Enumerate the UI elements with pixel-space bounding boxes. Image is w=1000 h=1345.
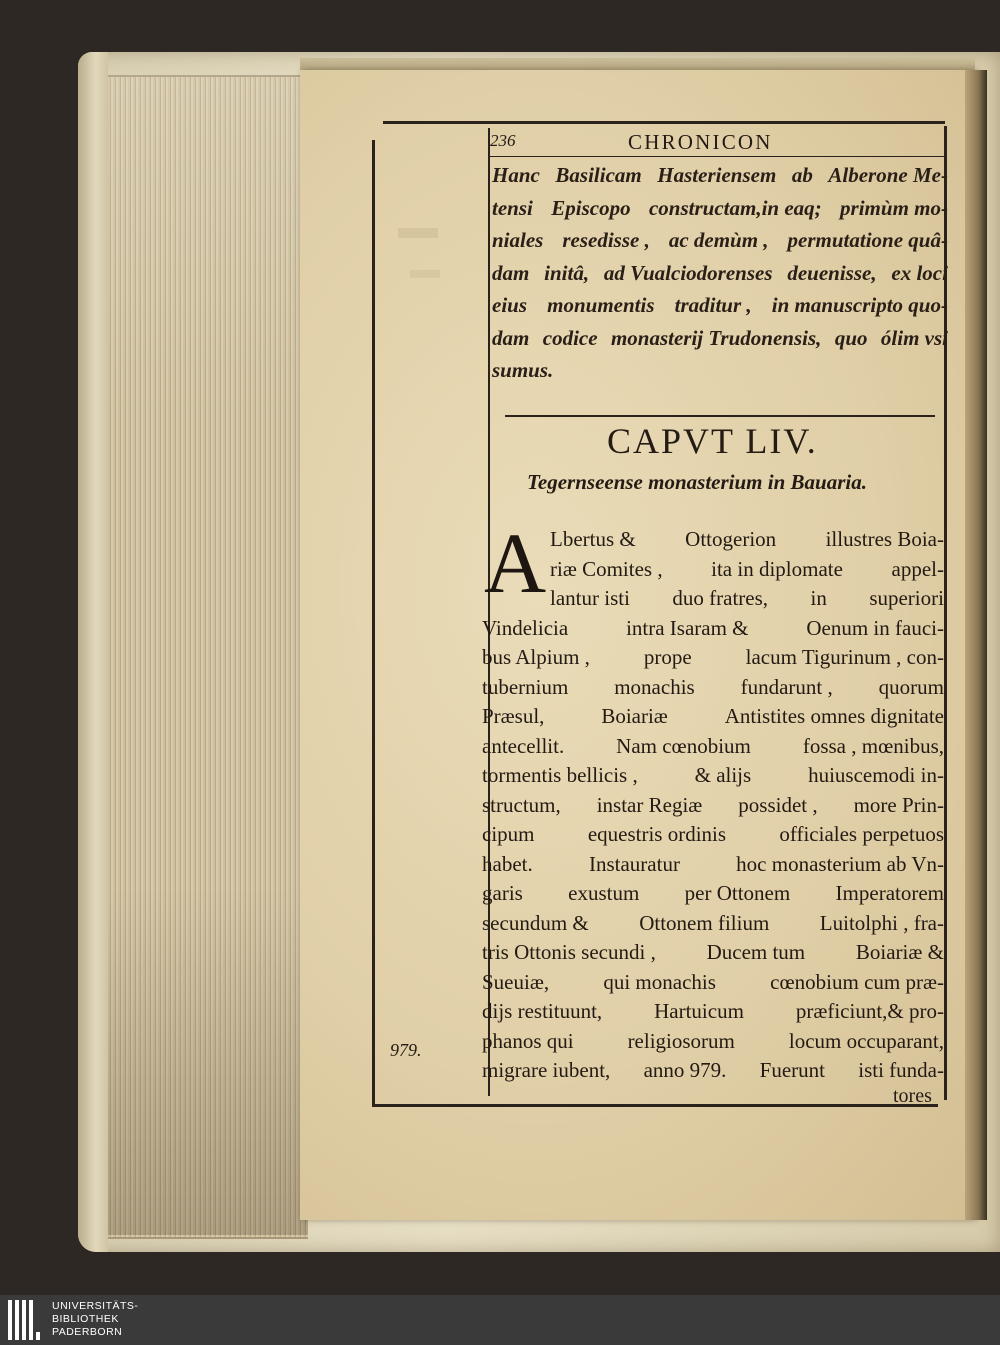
body-text: tris Ottonis secundi , (482, 940, 656, 964)
intro-text: traditur , (674, 293, 752, 317)
body-line (482, 704, 944, 729)
body-text: intra Isaram & (626, 615, 749, 640)
body-text: Ottonem filium (639, 910, 770, 935)
intro-text: Hanc (492, 163, 540, 187)
body-text: huiuscemodi in- (808, 763, 944, 787)
body-text: monachis (614, 674, 695, 699)
body-line (482, 999, 944, 1024)
body-text: Nam cœnobium (616, 733, 751, 758)
book-cover-fold (78, 52, 108, 1252)
body-line (482, 940, 944, 965)
body-text: Sueuiæ, (482, 969, 550, 994)
body-line (482, 911, 944, 936)
body-line (482, 734, 944, 759)
body-text: Fuerunt (759, 1058, 825, 1082)
body-text: qui monachis (603, 969, 716, 994)
body-line (482, 616, 944, 641)
chapter-subtitle: Tegernseense monasterium in Bauaria. (527, 470, 867, 494)
body-text: more Prin- (853, 792, 944, 817)
drop-cap-initial: A (484, 515, 547, 611)
page-block-shade (108, 75, 308, 1235)
body-text: religiosorum (627, 1028, 735, 1053)
intro-text: ad Vualciodorenses (603, 260, 773, 285)
intro-text: ólim vsi (880, 325, 948, 350)
body-text: lantur isti (550, 586, 630, 610)
intro-text: dam (492, 260, 530, 285)
margin-year-note: 979. (390, 1040, 422, 1060)
intro-line (492, 326, 948, 351)
body-text: Oenum in fauci- (806, 615, 944, 640)
page-gutter-shadow (965, 70, 987, 1220)
intro-text: Basilicam (555, 163, 642, 187)
intro-text: dam (492, 325, 530, 350)
body-text: locum occuparant, (788, 1028, 944, 1053)
body-text: per Ottonem (684, 881, 791, 905)
library-footer (0, 1295, 1000, 1345)
body-text: Vindelicia (482, 615, 569, 640)
body-line (482, 793, 944, 818)
body-text: cipum (482, 822, 535, 846)
bleed-through-mark (410, 270, 440, 278)
intro-text: permutatione quâ- (787, 228, 948, 252)
body-text: Hartuicum (654, 999, 744, 1023)
body-text: possidet , (738, 792, 818, 817)
frame-bottom-rule (372, 1104, 938, 1107)
intro-text: tensi (492, 195, 533, 220)
intro-text: ac demùm , (668, 228, 769, 252)
body-text: secundum & (482, 910, 589, 935)
catchword: tores (893, 1085, 932, 1107)
body-text: & alijs (694, 763, 752, 787)
body-text: Luitolphi , fra- (819, 910, 944, 935)
body-text: habet. (482, 851, 533, 876)
body-line (482, 1058, 944, 1083)
body-text: garis (482, 881, 523, 905)
body-text: cœnobium cum præ- (770, 969, 944, 994)
body-text: tormentis bellicis , (482, 763, 638, 787)
body-text: isti funda- (858, 1058, 944, 1082)
body-text: anno 979. (643, 1058, 727, 1082)
intro-text: niales (492, 228, 544, 252)
body-text: dijs restituunt, (482, 999, 603, 1023)
intro-text: Alberone Me- (828, 163, 948, 187)
body-text: duo fratres, (672, 586, 769, 610)
intro-text: resedisse , (562, 228, 650, 252)
body-line (482, 1029, 944, 1054)
chapter-title: CAPVT LIV. (607, 421, 818, 461)
body-text: Præsul, (482, 704, 545, 728)
body-text: structum, (482, 792, 561, 817)
intro-text: quo (834, 325, 868, 350)
intro-text: primùm mo- (840, 195, 948, 220)
intro-text: codice (542, 325, 598, 350)
intro-text: initâ, (544, 260, 590, 285)
body-line (482, 970, 944, 995)
body-line (482, 675, 944, 700)
body-text: migrare iubent, (482, 1058, 611, 1082)
intro-text: ex loci (891, 260, 948, 285)
body-line (482, 881, 944, 906)
body-text: phanos qui (482, 1028, 574, 1053)
intro-text: sumus. (492, 358, 554, 382)
intro-line (492, 163, 948, 188)
body-text: bus Alpium , (482, 645, 590, 669)
body-line (550, 586, 944, 611)
body-text: Boiariæ (601, 704, 668, 728)
intro-line (492, 261, 948, 286)
intro-line (492, 196, 948, 221)
intro-text: deuenisse, (787, 260, 877, 285)
body-text: hoc monasterium ab Vn- (736, 851, 944, 876)
body-line (482, 763, 944, 788)
intro-text: monasterij Trudonensis, (610, 325, 822, 350)
body-text: riæ Comites , (550, 556, 663, 581)
body-text: instar Regiæ (596, 792, 703, 817)
body-text: quorum (878, 674, 944, 699)
body-line (550, 557, 944, 582)
body-text: Instauratur (588, 851, 680, 876)
library-logo-line-2: BIBLIOTHEK (52, 1313, 119, 1325)
body-text: illustres Boia- (825, 527, 944, 551)
intro-text: monumentis (547, 293, 655, 317)
running-head: CHRONICON (628, 130, 773, 154)
intro-text: eius (492, 293, 528, 317)
intro-line (492, 293, 948, 318)
body-text: appel- (891, 556, 944, 581)
intro-line (492, 358, 948, 383)
intro-text: constructam,in eaq; (648, 195, 822, 220)
bleed-through-mark (398, 228, 438, 238)
body-line (482, 822, 944, 847)
body-text: equestris ordinis (587, 822, 727, 846)
body-text: Ottogerion (685, 527, 777, 551)
intro-text: Hasteriensem (657, 163, 777, 187)
body-text: ita in diplomate (711, 556, 843, 581)
page-folio: 236 (490, 131, 516, 150)
body-text: superiori (869, 586, 944, 610)
frame-left-outer-rule (372, 140, 375, 1105)
body-text: Ducem tum (706, 940, 806, 964)
body-line (550, 527, 944, 552)
chapter-rule (505, 415, 935, 417)
library-logo-line-3: PADERBORN (52, 1326, 123, 1338)
body-text: officiales perpetuos (779, 822, 944, 846)
library-logo-icon (6, 1300, 42, 1340)
body-text: Boiariæ & (855, 940, 944, 964)
header-rule (490, 156, 946, 157)
body-text: in (810, 586, 827, 610)
body-text: præficiunt,& pro- (795, 999, 944, 1023)
body-text: antecellit. (482, 733, 565, 758)
body-text: exustum (568, 881, 640, 905)
intro-text: in manuscripto quo- (771, 293, 948, 317)
body-text: lacum Tigurinum , con- (745, 645, 944, 669)
body-text: fundarunt , (740, 674, 833, 699)
frame-top-rule (383, 121, 945, 124)
intro-line (492, 228, 948, 253)
body-text: fossa , mœnibus, (802, 733, 944, 758)
body-text: tubernium (482, 674, 569, 699)
intro-text: Episcopo (551, 195, 631, 220)
body-text: Lbertus & (550, 527, 636, 551)
library-logo-line-1: UNIVERSITÄTS- (52, 1300, 139, 1312)
body-text: Antistites omnes dignitate (724, 704, 944, 728)
body-text: prope (643, 645, 692, 669)
body-line (482, 645, 944, 670)
body-text: Imperatorem (835, 881, 944, 905)
body-line (482, 852, 944, 877)
intro-text: ab (791, 163, 813, 187)
